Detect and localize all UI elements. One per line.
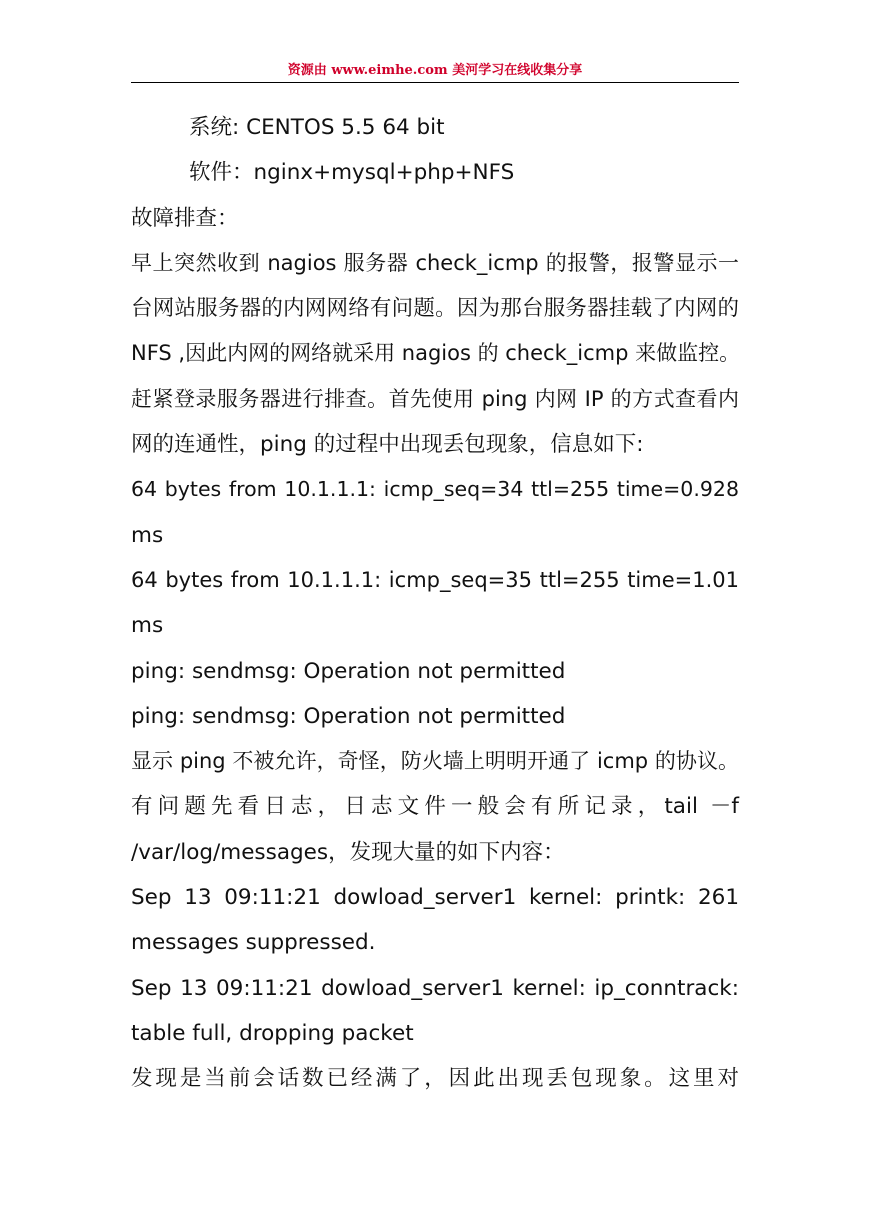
text-line-ping-error: ping: sendmsg: Operation not permitted	[131, 658, 566, 684]
text-line: 网的连通性，ping 的过程中出现丢包现象，信息如下:	[131, 432, 644, 458]
text-line: 台网站服务器的内网网络有问题。因为那台服务器挂载了内网的	[131, 296, 739, 322]
text-line-ping-output: 64 bytes from 10.1.1.1: icmp_seq=35 ttl=255 time=1.01	[131, 567, 739, 592]
text-line-log-entry: messages suppressed.	[131, 930, 376, 956]
text-line-ping-output: ms	[131, 613, 164, 639]
text-line-ping-output: ms	[131, 522, 164, 548]
text-line-log-entry: table full, dropping packet	[131, 1020, 414, 1046]
text-line-system: 系统: CENTOS 5.5 64 bit	[189, 115, 445, 140]
page-header: 资源由 www.eimhe.com 美河学习在线收集分享	[131, 62, 739, 83]
text-line: 赶紧登录服务器进行排查。首先使用 ping 内网 IP 的方式查看内	[131, 386, 739, 411]
text-line: /var/log/messages，发现大量的如下内容：	[131, 839, 565, 865]
text-line-ping-output: 64 bytes from 10.1.1.1: icmp_seq=34 ttl=255 time=0.928	[131, 477, 739, 502]
text-line-log-entry: Sep 13 09:11:21 dowload_server1 kernel: printk: 261	[131, 885, 739, 911]
text-line: 发现是当前会话数已经满了，因此出现丢包现象。这里对	[131, 1066, 739, 1092]
document-body	[131, 105, 739, 1102]
text-line-ping-error: ping: sendmsg: Operation not permitted	[131, 703, 566, 729]
text-line-troubleshooting-heading: 故障排查：	[131, 205, 239, 231]
text-line-log-entry: Sep 13 09:11:21 dowload_server1 kernel: ip_conntrack:	[131, 975, 739, 1001]
text-line: NFS ,因此内网的网络就采用 nagios 的 check_icmp 来做监控。	[131, 341, 741, 366]
text-line: 早上突然收到 nagios 服务器 check_icmp 的报警，报警显示一	[131, 250, 739, 275]
text-line: 有问题先看日志，日志文件一般会有所记录，tail －f	[131, 794, 739, 820]
text-line: 显示 ping 不被允许，奇怪，防火墙上明明开通了 icmp 的协议。	[131, 749, 739, 774]
text-line-software: 软件：nginx+mysql+php+NFS	[189, 160, 515, 186]
